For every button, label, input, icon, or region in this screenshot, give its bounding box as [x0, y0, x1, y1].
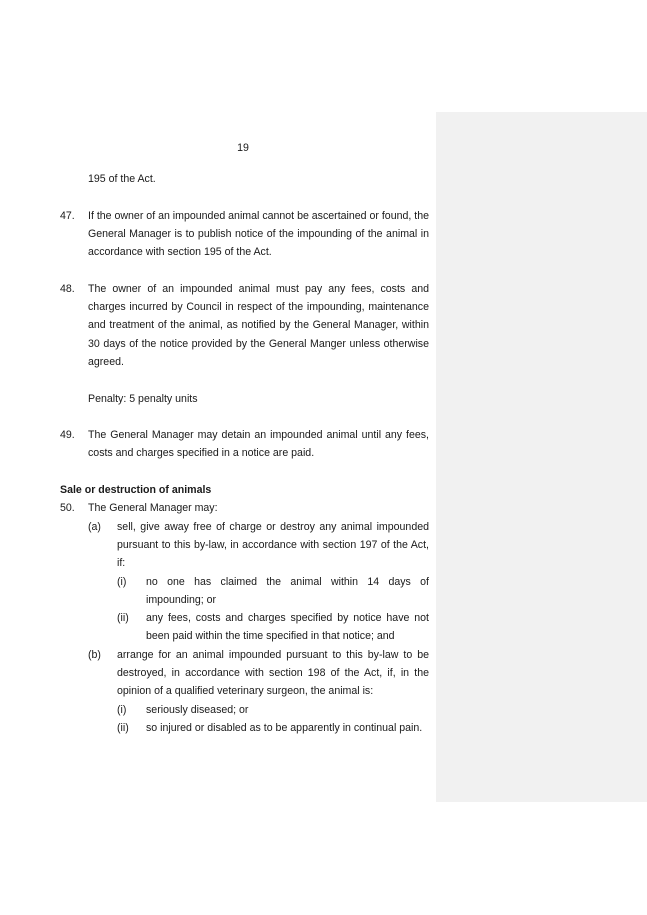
paragraph-48: [60, 280, 429, 371]
list-item-a-i: [117, 573, 429, 610]
list-item-a: [88, 518, 429, 573]
list-item-number: (i): [117, 703, 127, 716]
list-item-a-ii: [117, 609, 429, 646]
list-item-text: any fees, costs and charges specified by notice have not been paid within the time specified in that notice; and: [146, 612, 429, 643]
paragraph-number: 50.: [60, 502, 75, 515]
paragraph-number: 47.: [60, 209, 75, 222]
paragraph-number: 48.: [60, 282, 75, 295]
list-item-number: (i): [117, 575, 127, 588]
comment-pane: [436, 112, 647, 802]
page-number: 19: [237, 142, 249, 154]
paragraph-text: If the owner of an impounded animal cannot be ascertained or found, the General Manager is to publish notice of the impounding of the animal in accordance with section 195 of the Act.: [88, 209, 429, 259]
paragraph-text: The owner of an impounded animal must pay any fees, costs and charges incurred by Council in respect of the impounding, maintenance and treatment of the animal, as notified by the General Manager, within 30 days of the notice provided by the General Manger unless otherwise agreed.: [88, 282, 429, 368]
paragraph-number: 49.: [60, 429, 75, 442]
penalty-note: Penalty: 5 penalty units: [88, 392, 198, 405]
list-item-number: (a): [88, 520, 101, 533]
paragraph-49: [60, 426, 429, 463]
paragraph-50: [60, 499, 429, 517]
section-heading: Sale or destruction of animals: [60, 484, 212, 497]
document-body: [60, 170, 429, 737]
paragraph-text: The General Manager may:: [88, 502, 218, 515]
list-item-b: [88, 646, 429, 701]
list-item-number: (ii): [117, 612, 129, 625]
list-item-number: (b): [88, 648, 101, 661]
list-item-text: so injured or disabled as to be apparently in continual pain.: [146, 721, 423, 734]
list-item-text: sell, give away free of charge or destroy any animal impounded pursuant to this by-law, in accordance with section 197 of the Act, if:: [117, 520, 429, 570]
paragraph-47: [60, 207, 429, 262]
list-item-b-i: [117, 701, 429, 719]
continuation-text: 195 of the Act.: [88, 173, 156, 185]
list-item-b-ii: [117, 719, 429, 737]
list-item-number: (ii): [117, 721, 129, 734]
list-item-text: no one has claimed the animal within 14 days of impounding; or: [146, 575, 429, 606]
paragraph-text: The General Manager may detain an impounded animal until any fees, costs and charges specified in a notice are paid.: [88, 429, 429, 460]
list-item-text: arrange for an animal impounded pursuant to this by-law to be destroyed, in accordance with section 198 of the Act, if, in the opinion of a qualified veterinary surgeon, the animal is:: [117, 648, 429, 698]
list-item-text: seriously diseased; or: [146, 703, 249, 716]
